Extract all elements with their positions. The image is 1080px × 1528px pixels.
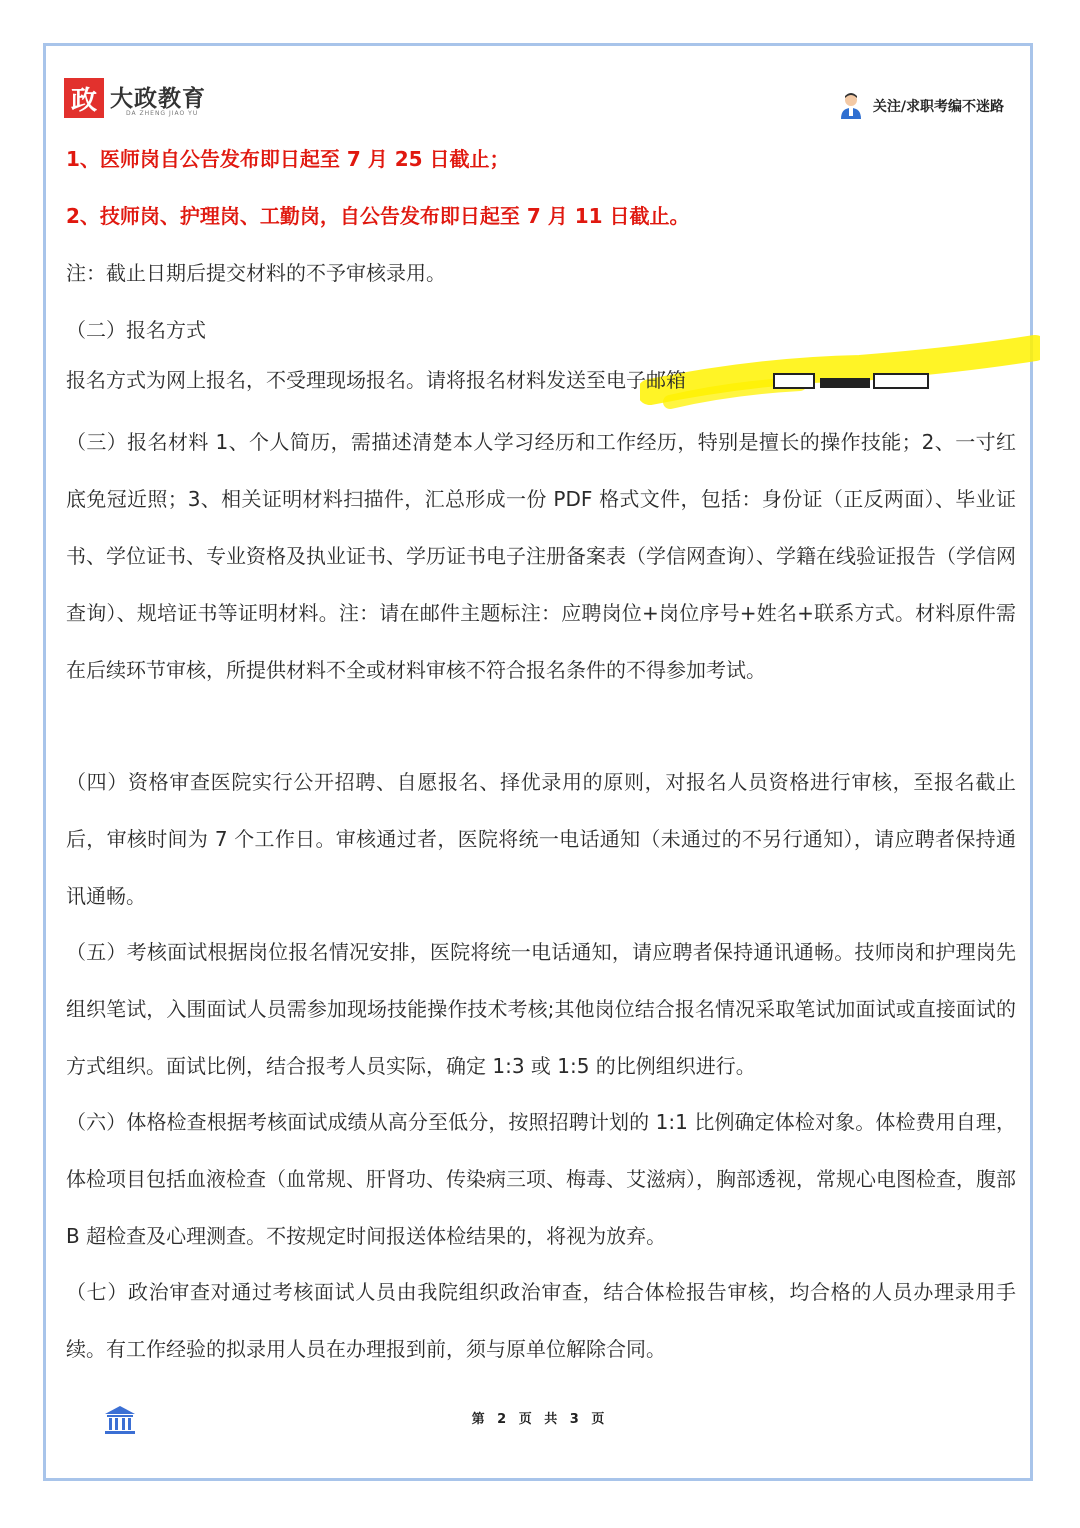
section-political-review: （七）政治审查对通过考核面试人员由我院组织政治审查，结合体检报告审核，均合格的人员办理录用手续。有工作经验的拟录用人员在办理报到前，须与原单位解除合同。: [66, 1280, 1016, 1361]
follow-text: 关注/求职考编不迷路: [872, 99, 1004, 115]
person-icon: [839, 92, 863, 120]
section-materials: （三）报名材料 1、个人简历，需描述清楚本人学习经历和工作经历，特别是擅长的操作技能；2、一寸红底免冠近照；3、相关证明材料扫描件，汇总形成一份 PDF 格式文件，包括：身份证（正反两面）、毕业证书、学位证书、专业资格及执业证书、学历证书电子注册备案表（学信网查询）、学籍在线验证报告（学信网查询）、规培证书等证明材料。注：请在邮件主题标注：应聘岗位+岗位序号+姓名+联系方式。材料原件需在后续环节审核，所提供材料不全或材料审核不符合报名条件的不得参加考试。: [66, 430, 1016, 682]
redaction-mark: [770, 368, 940, 396]
logo: [64, 76, 214, 122]
follow-banner: [839, 92, 1004, 120]
logo-name: 大政教育: [110, 85, 206, 112]
section-heading-registration-method: （二）报名方式: [66, 318, 206, 342]
logo-mark: 政: [64, 78, 104, 118]
section-medical-exam: （六）体格检查根据考核面试成绩从高分至低分，按照招聘计划的 1:1 比例确定体检对象。体检费用自理，体检项目包括血液检查（血常规、肝肾功、传染病三项、梅毒、艾滋病），胸部透视，常规心电图检查，腹部 B 超检查及心理测查。不按规定时间报送体检结果的，将视为放弃。: [66, 1110, 1016, 1248]
page-number: 第 2 页 共 3 页: [471, 1412, 609, 1427]
section-qualification-review: （四）资格审查医院实行公开招聘、自愿报名、择优录用的原则，对报名人员资格进行审核，至报名截止后，审核时间为 7 个工作日。审核通过者，医院将统一电话通知（未通过的不另行通知），请应聘者保持通讯通畅。: [66, 770, 1016, 908]
deadline-technician: 2、技师岗、护理岗、工勤岗，自公告发布即日起至 7 月 11 日截止。: [66, 204, 690, 228]
deadline-doctor: 1、医师岗自公告发布即日起至 7 月 25 日截止；: [66, 147, 510, 171]
email-instruction: 报名方式为网上报名，不受理现场报名。请将报名材料发送至电子邮箱: [66, 368, 686, 392]
logo-subtitle: DA ZHENG JIAO YU: [126, 110, 199, 117]
section-interview: （五）考核面试根据岗位报名情况安排，医院将统一电话通知，请应聘者保持通讯通畅。技师岗和护理岗先组织笔试，入围面试人员需参加现场技能操作技术考核;其他岗位结合报名情况采取笔试加面试或直接面试的方式组织。面试比例，结合报考人员实际，确定 1:3 或 1:5 的比例组织进行。: [66, 940, 1016, 1078]
deadline-note: 注：截止日期后提交材料的不予审核录用。: [66, 261, 446, 285]
